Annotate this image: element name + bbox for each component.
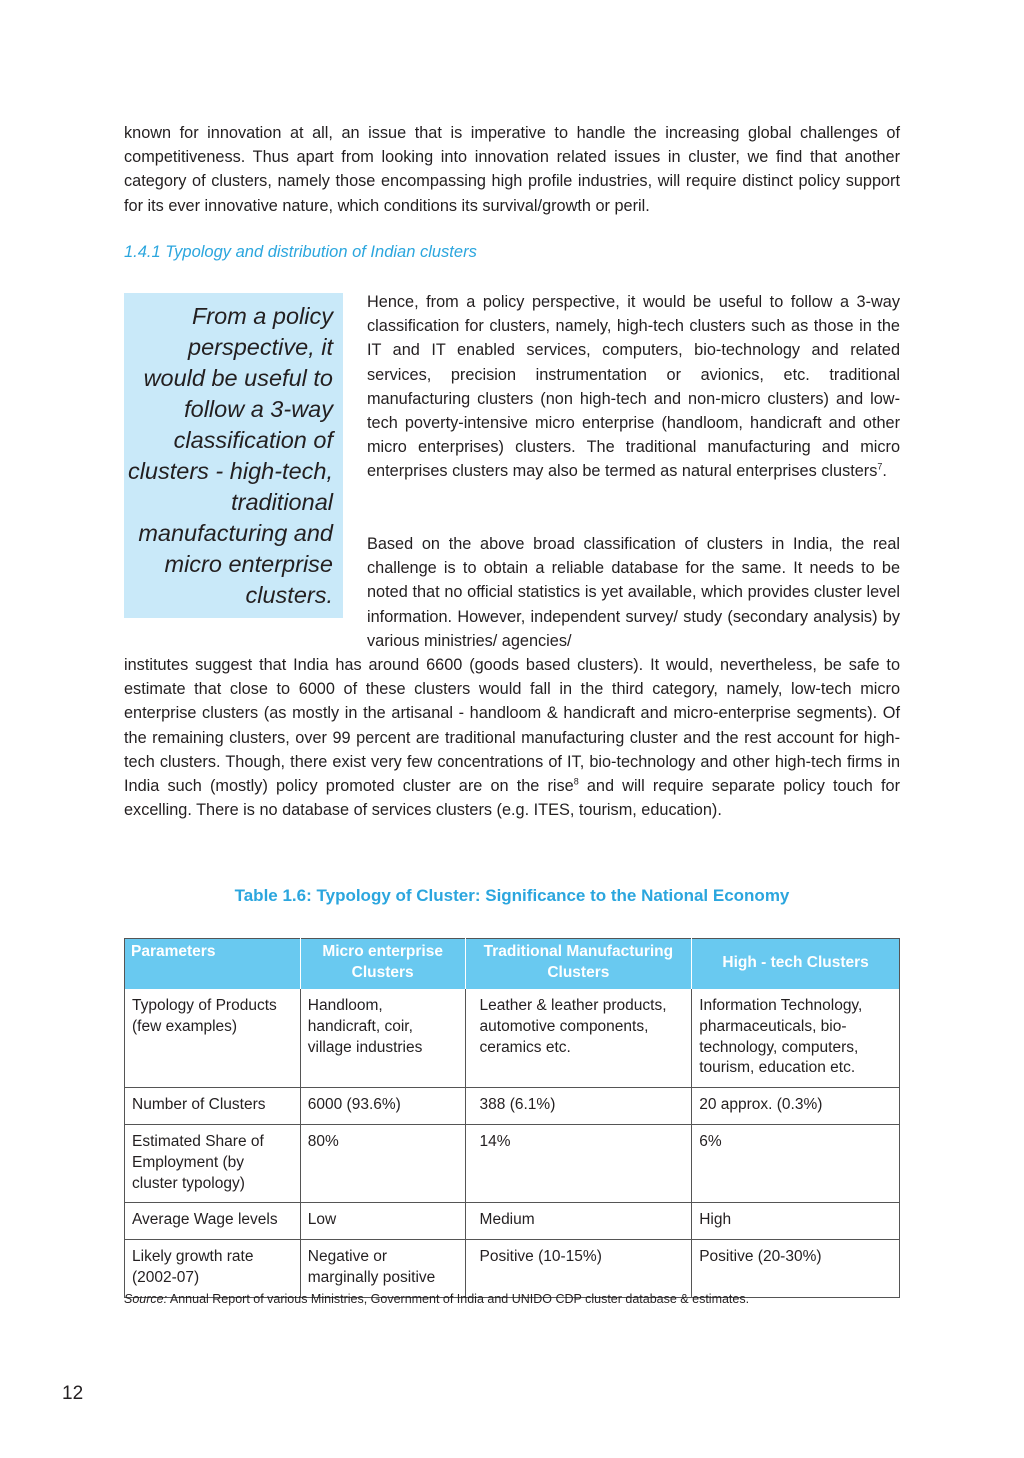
- table-cell: 388 (6.1%): [465, 1088, 692, 1125]
- table-cell: Handloom, handicraft, coir, village industries: [300, 989, 465, 1088]
- header-high-tech: High - tech Clusters: [692, 939, 900, 990]
- table-cell: Negative or marginally positive: [300, 1240, 465, 1298]
- header-parameters: Parameters: [125, 939, 301, 990]
- paragraph-2-bottom: [124, 653, 900, 822]
- footnote-ref-8[interactable]: 8: [573, 776, 579, 787]
- table-cell: Number of Clusters: [125, 1088, 301, 1125]
- table-row: [125, 1124, 900, 1202]
- paragraph-1-text: Hence, from a policy perspective, it would be useful to follow a 3-way classification for clusters, namely, high-tech clusters such as those in the IT and IT enabled services, computers, bio-technology and related services, precision instrumentation or avionics, etc. traditional manufacturing clusters (non high-tech and non-micro clusters) and low-tech poverty-intensive micro enterprise (handloom, handicraft and other micro enterprises) clusters. The traditional manufacturing and micro enterprises clusters may also be termed as natural enterprises clusters: [367, 293, 900, 481]
- table-cell: 6%: [692, 1124, 900, 1202]
- source-note: [124, 1292, 749, 1306]
- table-cell: 20 approx. (0.3%): [692, 1088, 900, 1125]
- table-header-row: [125, 939, 900, 990]
- table-row: [125, 1203, 900, 1240]
- table-row: [125, 1240, 900, 1298]
- table-cell: High: [692, 1203, 900, 1240]
- paragraph-2-top: Based on the above broad classification of clusters in India, the real challenge is to obtain a reliable database for the same. It needs to be noted that no official statistics is yet available, which provides cluster level information. However, independent survey/ study (secondary analysis) by various ministries/ agencies/: [367, 535, 900, 650]
- table-cell: Estimated Share of Employment (by cluster typology): [125, 1124, 301, 1202]
- cluster-typology-table: [124, 938, 900, 1298]
- intro-paragraph: known for innovation at all, an issue that is imperative to handle the increasing global challenges of competitiveness. Thus apart from looking into innovation related issues in cluster, we find that another category of clusters, namely those encompassing high profile industries, will require distinct policy support for its ever innovative nature, which conditions its survival/growth or peril.: [124, 124, 900, 215]
- table-cell: Information Technology, pharmaceuticals, bio-technology, computers, tourism, education etc.: [692, 989, 900, 1088]
- table-cell: Medium: [465, 1203, 692, 1240]
- pull-quote: From a policy perspective, it would be useful to follow a 3-way classification of clusters - high-tech, traditional manufacturing and micro enterprise clusters.: [124, 293, 343, 618]
- table-caption: Table 1.6: Typology of Cluster: Significance to the National Economy: [234, 886, 790, 905]
- table-cell: Positive (20-30%): [692, 1240, 900, 1298]
- footnote-ref-7[interactable]: 7: [877, 462, 883, 472]
- table-cell: Leather & leather products, automotive components, ceramics etc.: [465, 989, 692, 1088]
- table-row: [125, 1088, 900, 1125]
- page-number: 12: [62, 1383, 84, 1404]
- paragraph-1-end: .: [882, 462, 887, 481]
- table-cell: Positive (10-15%): [465, 1240, 692, 1298]
- header-traditional-manufacturing: Traditional Manufacturing Clusters: [465, 939, 692, 990]
- table-cell: Typology of Products (few examples): [125, 989, 301, 1088]
- table-cell: Low: [300, 1203, 465, 1240]
- source-text: Annual Report of various Ministries, Government of India and UNIDO CDP cluster database & estimates.: [167, 1292, 750, 1306]
- table-cell: Likely growth rate (2002-07): [125, 1240, 301, 1298]
- table-cell: Average Wage levels: [125, 1203, 301, 1240]
- paragraph-2-bottom-end: and will require separate policy touch for excelling. There is no database of services clusters (e.g. ITES, tourism, education).: [124, 777, 900, 820]
- paragraph-2-bottom-text: institutes suggest that India has around 6600 (goods based clusters). It would, nevertheless, be safe to estimate that close to 6000 of these clusters would fall in the third category, namely, low-tech micro enterprise clusters (as mostly in the artisanal - handloom & handicraft and micro-enterprise segments). Of the remaining clusters, over 99 percent are traditional manufacturing cluster and the rest account for high-tech clusters. Though, there exist very few concentrations of IT, bio-technology and other high-tech firms in India such (mostly) policy promoted cluster are on the rise: [124, 656, 900, 796]
- header-micro-enterprise: Micro enterprise Clusters: [300, 939, 465, 990]
- paragraph-1: [367, 290, 900, 484]
- table-row: [125, 989, 900, 1088]
- source-label: Source:: [124, 1292, 168, 1306]
- table-cell: 6000 (93.6%): [300, 1088, 465, 1125]
- table-cell: 14%: [465, 1124, 692, 1202]
- table-cell: 80%: [300, 1124, 465, 1202]
- section-heading: 1.4.1 Typology and distribution of Indian clusters: [124, 243, 477, 261]
